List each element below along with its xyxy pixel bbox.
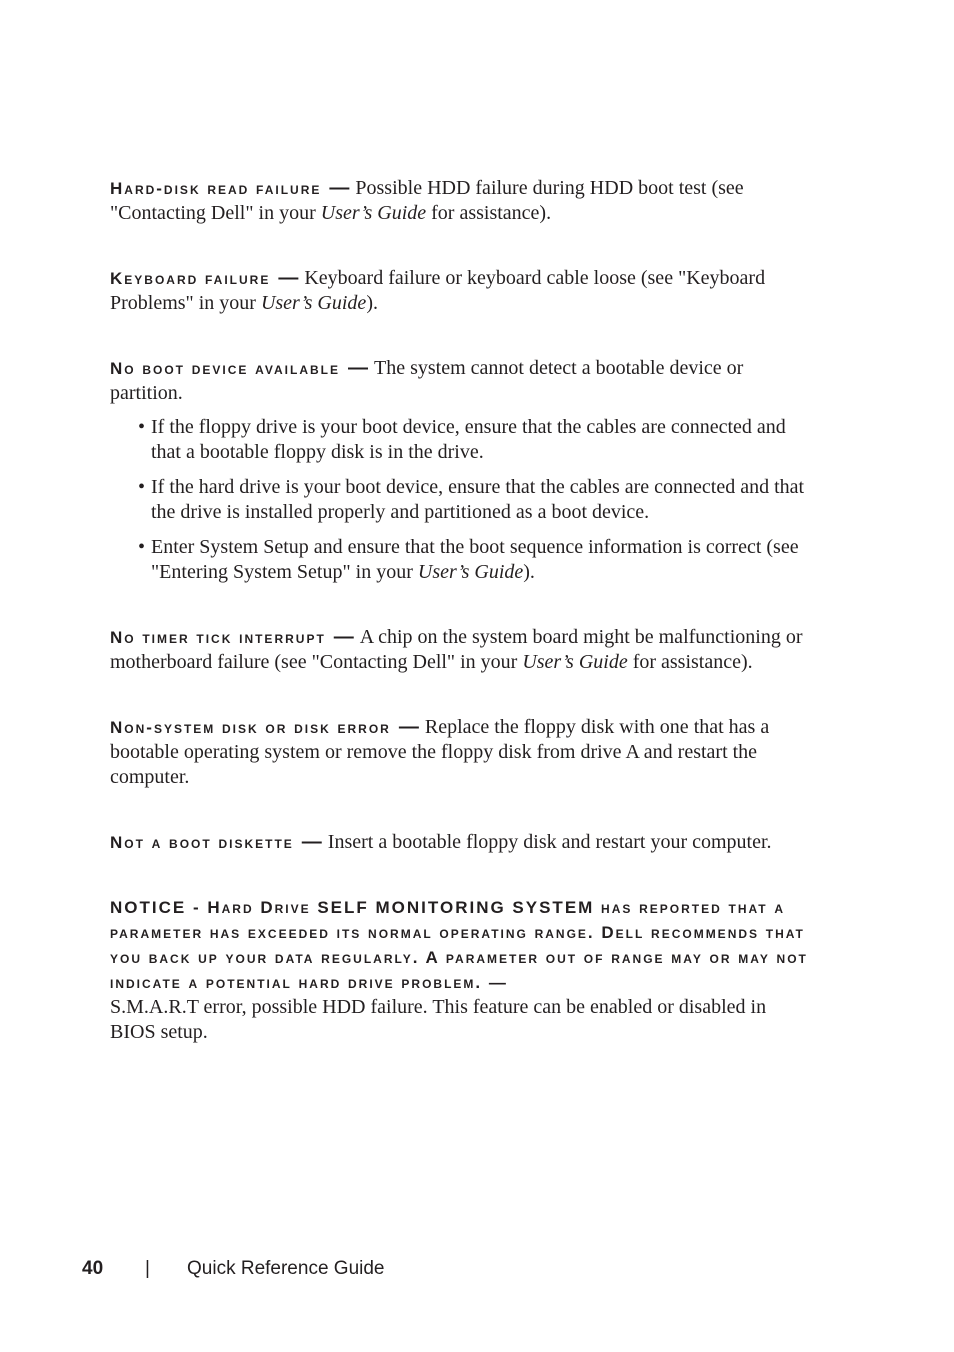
em-dash: — <box>301 831 322 853</box>
entry-term: Not a boot diskette <box>110 833 294 852</box>
entry-term: Keyboard failure <box>110 269 271 288</box>
entry-text: The system cannot detect a bootable device or partition. <box>110 357 744 404</box>
list-item-text-end: ). <box>523 561 535 583</box>
entry-paragraph <box>110 176 810 226</box>
guide-title: User’s Guide <box>417 561 524 583</box>
entry-term: No boot device available <box>110 359 341 378</box>
notice-heading <box>110 895 810 995</box>
bullet-list <box>110 415 810 585</box>
em-dash: — <box>278 267 299 289</box>
entry-hard-disk-read-failure <box>110 176 810 226</box>
guide-title: User’s Guide <box>260 292 367 314</box>
list-item <box>138 535 810 585</box>
footer-separator: | <box>145 1258 150 1279</box>
list-item <box>138 475 810 525</box>
entry-paragraph <box>110 715 810 790</box>
list-item-text: If the floppy drive is your boot device, ensure that the cables are connected and that a bootable floppy disk is in the drive. <box>151 416 786 463</box>
entry-text: Keyboard failure or keyboard cable loose (see "Keyboard Problems" in your <box>110 267 766 314</box>
entry-text-end: for assistance). <box>426 202 552 224</box>
entry-non-system-disk <box>110 715 810 790</box>
entry-paragraph <box>110 830 810 855</box>
em-dash: — <box>329 177 350 199</box>
bullet-icon: • <box>138 416 146 438</box>
entry-text-end: ). <box>366 292 378 314</box>
entry-text-end: for assistance). <box>627 651 753 673</box>
em-dash: — <box>348 357 369 379</box>
entry-text: A chip on the system board might be malfunctioning or motherboard failure (see "Contacting Dell" in your <box>110 626 803 673</box>
em-dash: — <box>398 716 419 738</box>
guide-title: User’s Guide <box>522 651 628 673</box>
entry-no-boot-device <box>110 356 810 585</box>
entry-paragraph <box>110 266 810 316</box>
entry-term: Hard-disk read failure <box>110 179 322 198</box>
entry-not-a-boot-diskette <box>110 830 810 855</box>
entry-no-timer-tick <box>110 625 810 675</box>
entry-paragraph <box>110 625 810 675</box>
footer-title: Quick Reference Guide <box>187 1258 385 1279</box>
page-number: 40 <box>82 1258 104 1279</box>
em-dash: — <box>488 973 508 992</box>
entry-text: Possible HDD failure during HDD boot test (see "Contacting Dell" in your <box>110 177 744 224</box>
entry-text: Replace the floppy disk with one that has a bootable operating system or remove the floppy disk from drive A and restart the computer. <box>110 716 770 788</box>
entry-text: Insert a bootable floppy disk and restart your computer. <box>327 831 772 853</box>
entry-term: No timer tick interrupt <box>110 628 326 647</box>
entry-smart-notice <box>110 895 810 1045</box>
list-item-text: Enter System Setup and ensure that the boot sequence information is correct (see "Entering System Setup" in your <box>151 536 799 583</box>
guide-title: User’s Guide <box>320 202 427 224</box>
list-item-text: If the hard drive is your boot device, ensure that the cables are connected and that the drive is installed properly and partitioned as a boot device. <box>151 476 805 523</box>
notice-heading-text: NOTICE - Hard Drive SELF MONITORING SYSTEM has reported that a parameter has exceeded its normal operating range. Dell recommends that you back up your data regularly. A parameter out of range may or may not indicate a potential hard drive problem. <box>110 898 808 992</box>
bullet-icon: • <box>138 536 146 558</box>
bullet-icon: • <box>138 476 146 498</box>
page-body <box>110 176 810 1085</box>
entry-paragraph <box>110 356 810 406</box>
entry-term: Non-system disk or disk error <box>110 718 391 737</box>
em-dash: — <box>333 626 354 648</box>
notice-text: S.M.A.R.T error, possible HDD failure. This feature can be enabled or disabled in BIOS setup. <box>110 996 767 1043</box>
entry-keyboard-failure <box>110 266 810 316</box>
list-item <box>138 415 810 465</box>
